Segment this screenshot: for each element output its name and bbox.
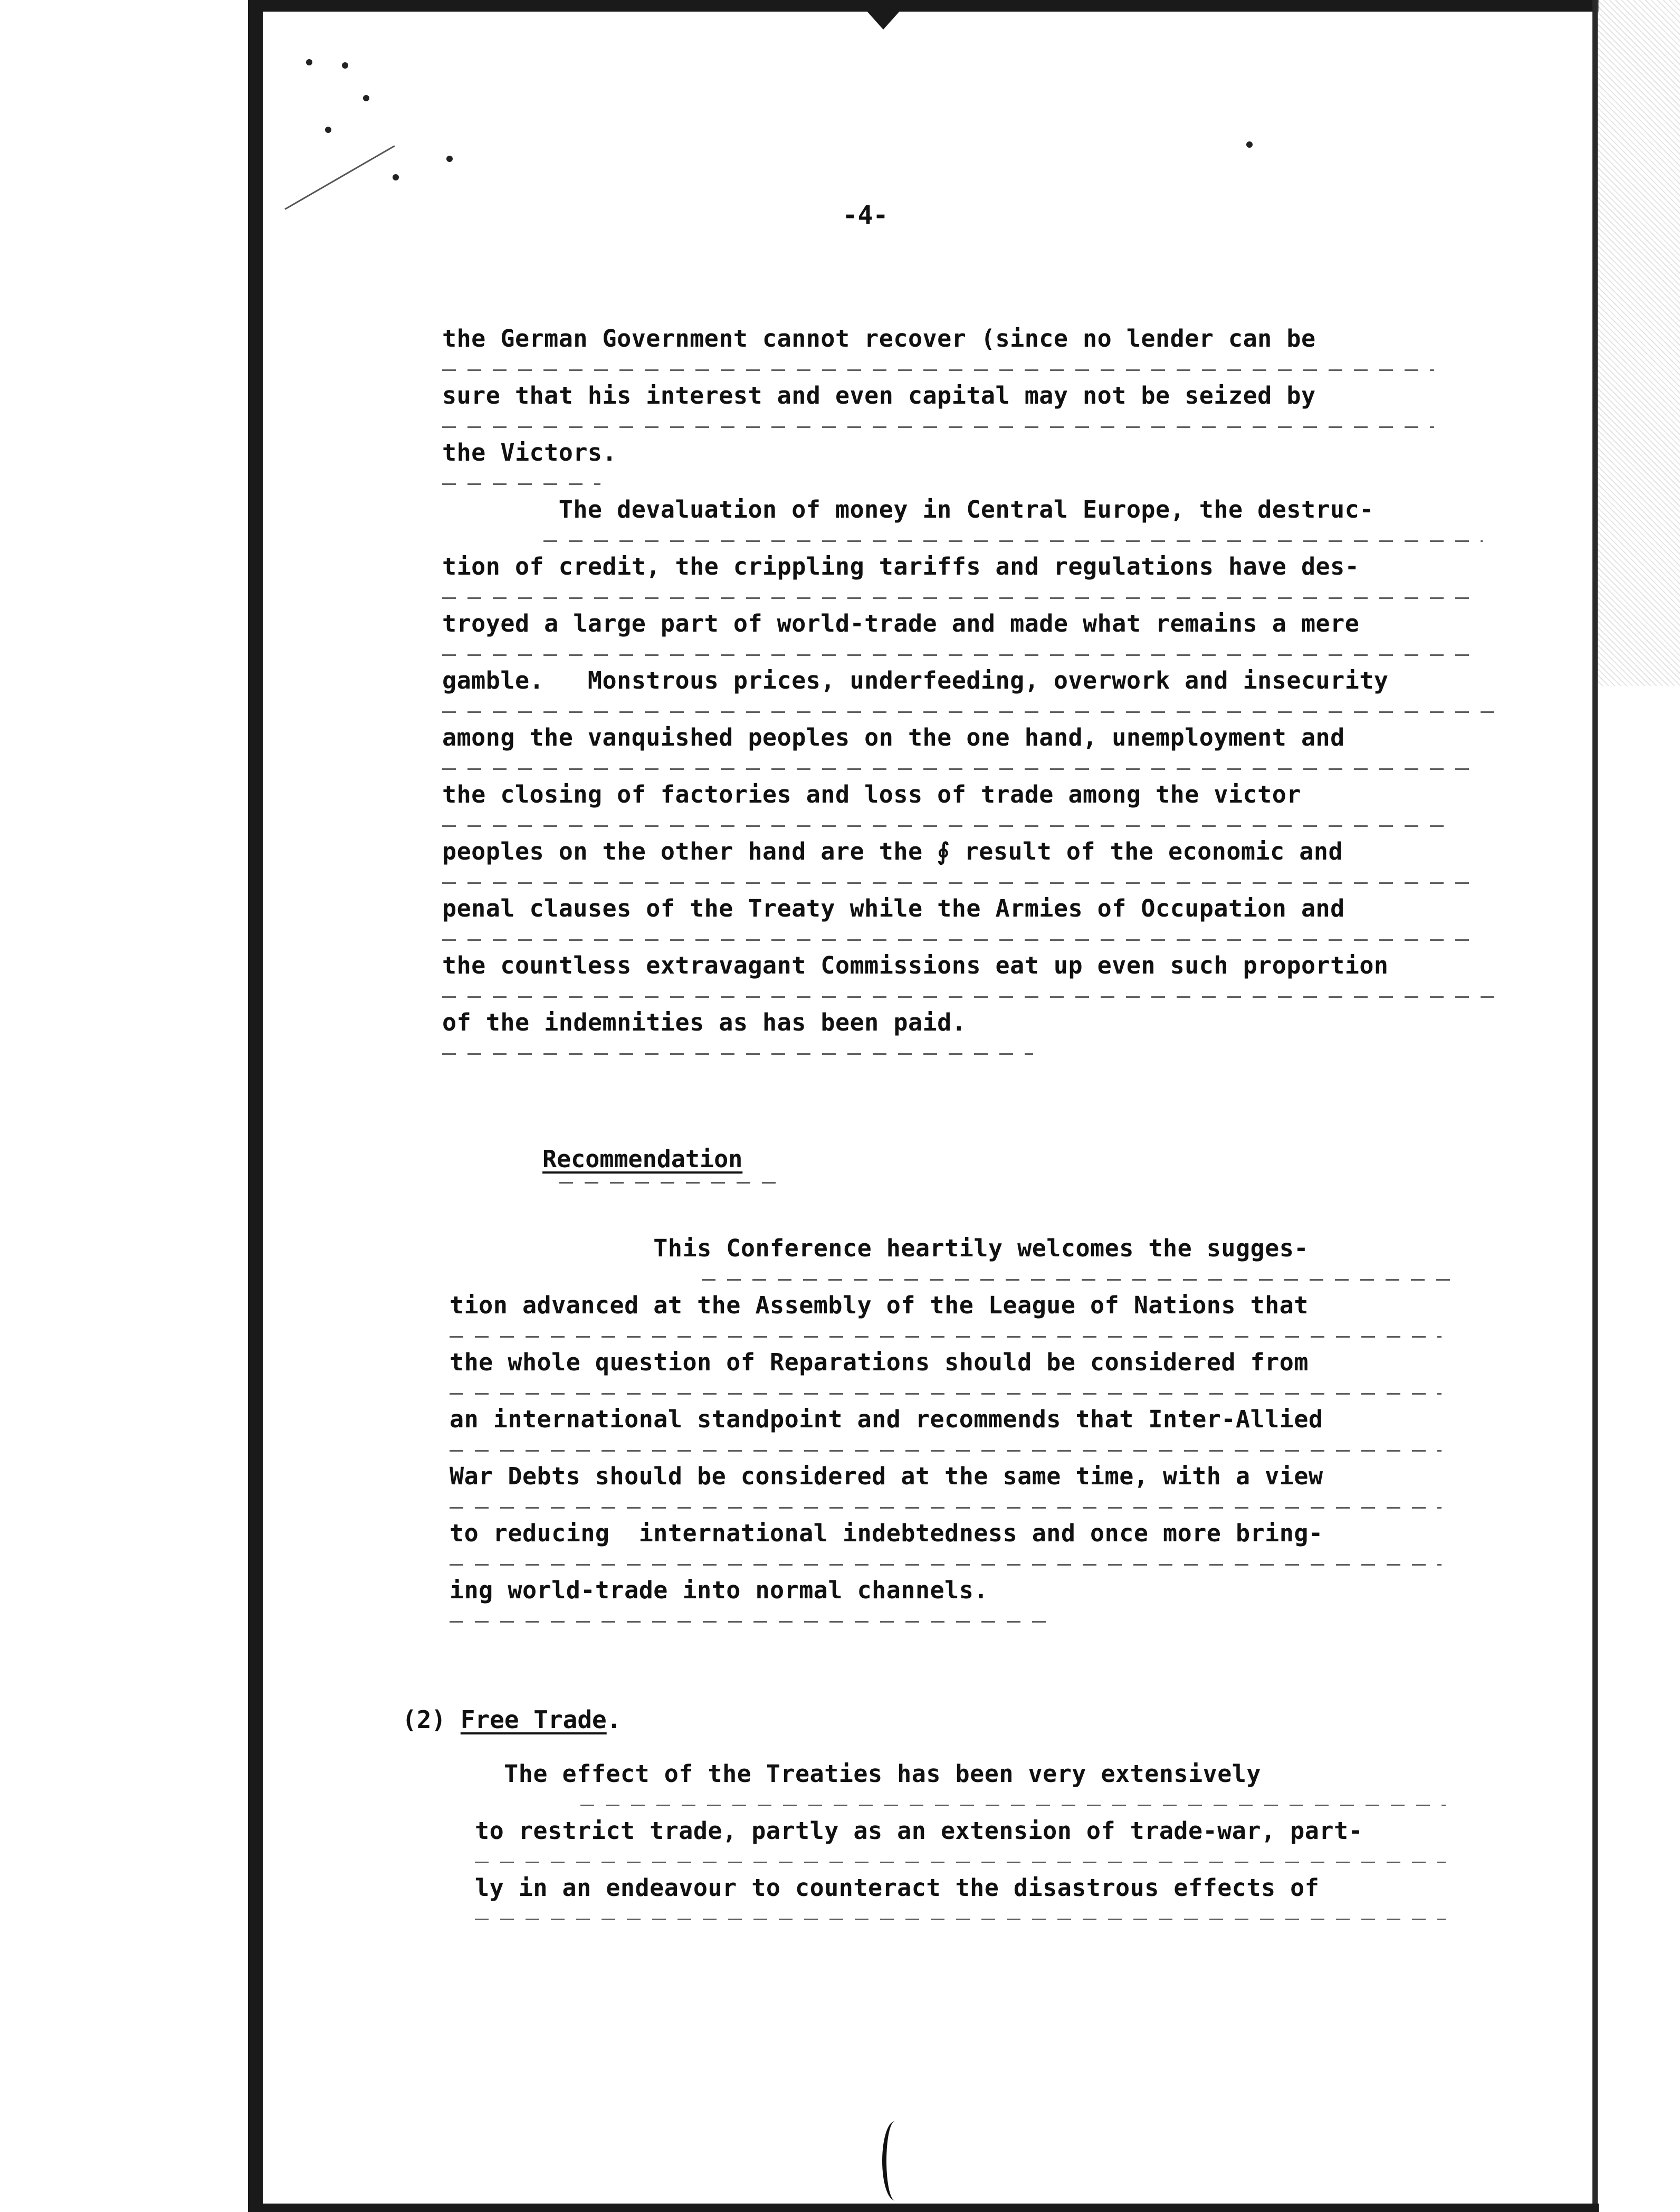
text-line: tion of credit, the crippling tariffs and regulations have des- <box>442 552 1360 580</box>
typing-underline <box>450 1336 1442 1338</box>
section-title: Free Trade <box>460 1705 607 1734</box>
typing-underline <box>442 939 1476 941</box>
text-line: War Debts should be considered at the same time, with a view <box>450 1462 1323 1490</box>
scan-notch-mark <box>865 9 901 30</box>
page-number: -4- <box>842 201 889 230</box>
scan-border-right <box>1592 0 1598 2212</box>
text-line: among the vanquished peoples on the one hand, unemployment and <box>442 723 1345 751</box>
text-line: an international standpoint and recommends that Inter-Allied <box>450 1405 1323 1433</box>
free-trade-paragraph <box>475 1746 1363 1917</box>
typing-underline <box>450 1450 1442 1452</box>
text-line: The devaluation of money in Central Europe, the destruc- <box>442 495 1374 523</box>
pencil-stroke <box>284 145 395 210</box>
speck <box>1246 141 1253 148</box>
typing-underline <box>442 825 1445 827</box>
typing-underline <box>559 1182 781 1184</box>
typing-underline <box>450 1621 1051 1623</box>
text-line: tion advanced at the Assembly of the League of Nations that <box>450 1291 1309 1319</box>
text-line: The effect of the Treaties has been very extensively <box>475 1760 1261 1788</box>
typing-underline <box>442 1053 1033 1055</box>
typing-underline <box>442 483 600 485</box>
text-line: of the indemnities as has been paid. <box>442 1008 967 1036</box>
text-line: This Conference heartily welcomes the sugges- <box>450 1234 1309 1262</box>
text-line: ing world-trade into normal channels. <box>450 1576 988 1604</box>
speck <box>306 59 312 65</box>
speck <box>363 95 369 101</box>
typing-underline <box>450 1507 1442 1509</box>
speck <box>393 174 399 180</box>
text-line: sure that his interest and even capital may not be seized by <box>442 382 1316 409</box>
text-line: troyed a large part of world-trade and made what remains a mere <box>442 609 1360 637</box>
speck <box>446 156 453 162</box>
speck <box>342 62 348 69</box>
text-line: to restrict trade, partly as an extension of trade-war, part- <box>475 1817 1363 1845</box>
typing-underline <box>442 654 1476 656</box>
typing-underline <box>475 1919 1446 1920</box>
typing-underline <box>450 1564 1442 1566</box>
typing-underline <box>442 597 1476 599</box>
recommendation-heading: Recommendation <box>542 1145 743 1173</box>
section-number: (2) <box>402 1705 461 1734</box>
typing-underline <box>442 369 1434 371</box>
typing-underline <box>543 540 1483 542</box>
scan-border-top <box>248 0 1599 12</box>
text-line: the countless extravagant Commissions eat up even such proportion <box>442 951 1389 979</box>
free-trade-heading <box>402 1705 621 1734</box>
typing-underline <box>702 1279 1451 1281</box>
typing-underline <box>442 768 1476 770</box>
typing-underline <box>450 1393 1442 1395</box>
typing-underline <box>442 996 1497 998</box>
typing-underline <box>442 711 1497 713</box>
text-line: the German Government cannot recover (since no lender can be <box>442 325 1316 352</box>
text-line: ly in an endeavour to counteract the disastrous effects of <box>475 1874 1320 1902</box>
scan-noise-right <box>1598 0 1680 686</box>
scan-border-bottom <box>248 2204 1599 2212</box>
speck <box>325 127 331 133</box>
section-title-suffix: . <box>606 1705 622 1734</box>
bottom-ink-mark <box>882 2121 908 2200</box>
text-line: peoples on the other hand are the ∮ result of the economic and <box>442 837 1343 865</box>
typing-underline <box>580 1805 1446 1806</box>
text-line: the closing of factories and loss of trade among the victor <box>442 780 1301 808</box>
text-line: the whole question of Reparations should be considered from <box>450 1348 1309 1376</box>
text-line: the Victors. <box>442 438 617 466</box>
text-line: gamble. Monstrous prices, underfeeding, overwork and insecurity <box>442 666 1389 694</box>
typing-underline <box>442 882 1476 884</box>
typing-underline <box>442 426 1434 428</box>
text-line: to reducing international indebtedness and once more bring- <box>450 1519 1323 1547</box>
scan-border-left <box>248 0 263 2212</box>
typing-underline <box>475 1862 1446 1863</box>
text-line: penal clauses of the Treaty while the Armies of Occupation and <box>442 894 1345 922</box>
scan-margin-left <box>0 0 248 2212</box>
